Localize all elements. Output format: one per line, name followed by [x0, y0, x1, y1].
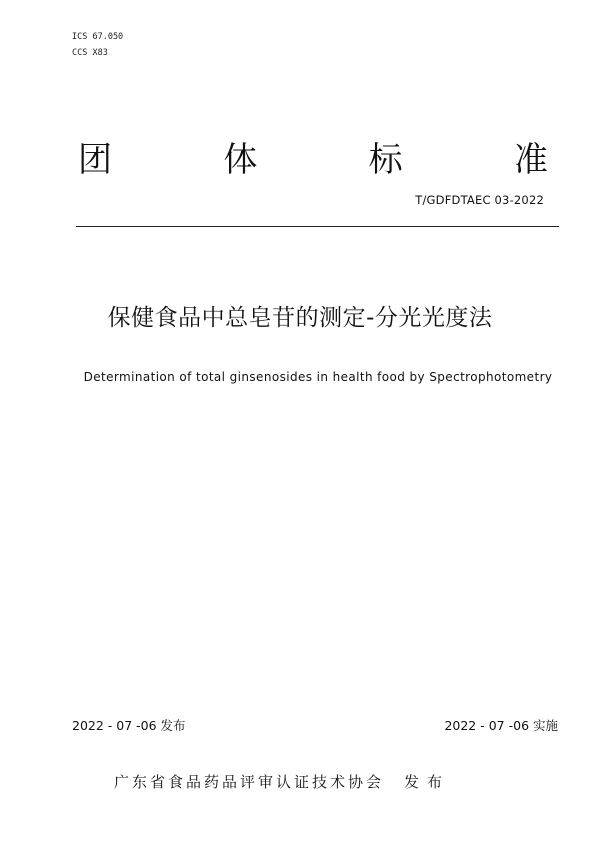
publisher-line: [114, 772, 450, 792]
standard-type-char: 标: [368, 140, 403, 180]
release-date: 2022 - 07 -06 发布: [72, 718, 186, 733]
standard-type-char: 准: [513, 140, 548, 180]
publish-label: 发布: [404, 773, 451, 791]
english-title: Determination of total ginsenosides in health food by Spectrophotometry: [83, 370, 553, 384]
standard-type-char: 体: [223, 140, 258, 180]
publisher-name: 广东省食品药品评审认证技术协会: [114, 773, 385, 791]
standard-number: T/GDFDTAEC 03-2022: [415, 193, 544, 207]
ccs-code: CCS X83: [72, 48, 108, 58]
standard-type-char: 团: [78, 140, 112, 180]
ics-code: ICS 67.050: [72, 32, 124, 42]
implementation-date: 2022 - 07 -06 实施: [444, 718, 558, 733]
classification-codes: [72, 29, 123, 61]
standard-type-heading: [78, 138, 548, 182]
chinese-title: 保健食品中总皂苷的测定-分光光度法: [107, 305, 493, 331]
header-divider: [76, 226, 559, 227]
